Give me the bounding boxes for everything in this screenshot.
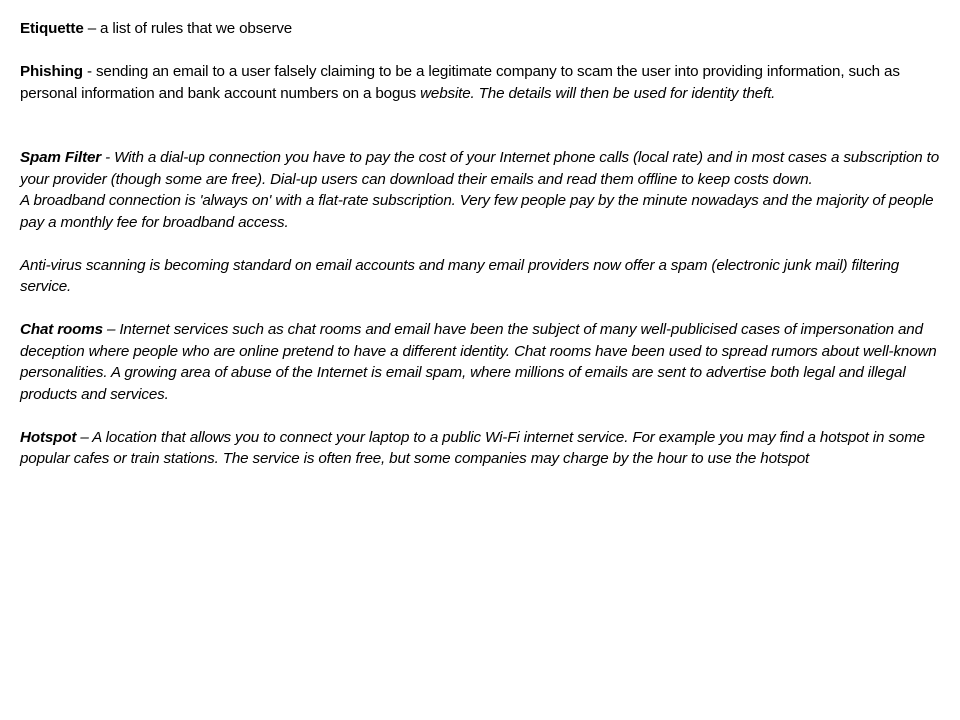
spam-filter-definition: [20, 147, 940, 190]
etiquette-definition: [20, 18, 940, 40]
phishing-text: - sending an email to a user falsely claiming to be a legitimate company to scam the user into providing information, such as personal information and bank account numbers on a bogus: [20, 63, 900, 102]
spam-filter-term: Spam Filter: [20, 149, 102, 166]
broadband-paragraph: [20, 190, 940, 233]
anti-virus-text: Anti-virus scanning is becoming standard on email accounts and many email providers now offer a spam (electronic junk mail) filtering service.: [20, 256, 900, 295]
chat-rooms-text: – Internet services such as chat rooms and email have been the subject of many well-publicised cases of impersonation and deception where people who are online pretend to have a different identity. Chat rooms have been used to spread rumors about well-known personalities. A growing area of abuse of the Internet is email spam, where millions of emails are sent to advertise both legal and illegal products and services.: [20, 321, 937, 403]
broadband-text: A broadband connection is 'always on' with a flat-rate subscription. Very few people pay by the minute nowadays and the majority of people pay a monthly fee for broadband access.: [20, 192, 934, 231]
hotspot-text: – A location that allows you to connect your laptop to a public Wi-Fi internet service. For example you may find a hotspot in some popular cafes or train stations. The service is often free, but some companies may charge by the hour to use the hotspot: [20, 428, 925, 467]
phishing-text-italic: website. The details will then be used for identity theft.: [420, 84, 776, 102]
chat-rooms-definition: [20, 319, 940, 405]
hotspot-definition: [20, 427, 940, 470]
spam-filter-text: - With a dial-up connection you have to pay the cost of your Internet phone calls (local rate) and in most cases a subscription to your provider (though some are free). Dial-up users can download their emails and read them offline to keep costs down.: [20, 149, 939, 188]
hotspot-term: Hotspot: [20, 428, 77, 446]
chat-rooms-term: Chat rooms: [20, 321, 103, 338]
phishing-term: Phishing: [20, 63, 83, 80]
etiquette-term: Etiquette: [20, 20, 84, 37]
phishing-definition: [20, 61, 940, 104]
etiquette-text: – a list of rules that we observe: [83, 20, 293, 37]
anti-virus-paragraph: [20, 255, 940, 298]
